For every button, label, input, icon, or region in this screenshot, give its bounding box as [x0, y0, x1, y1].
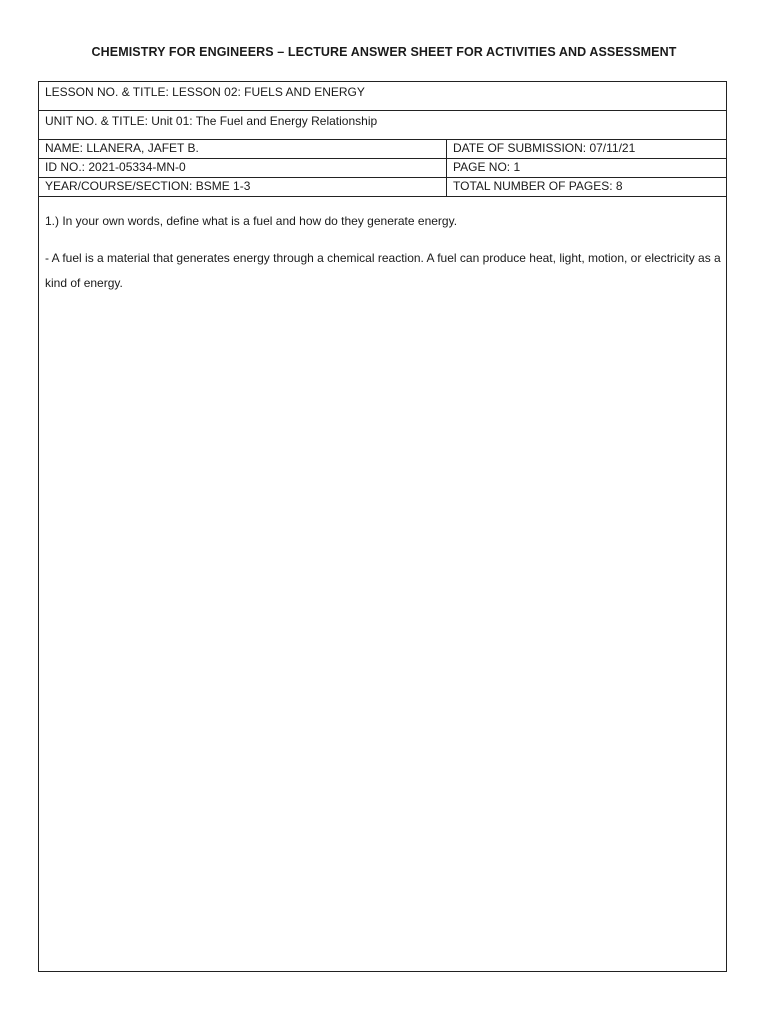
year-course-section: YEAR/COURSE/SECTION: BSME 1-3	[45, 179, 251, 193]
page-number: PAGE NO: 1	[446, 159, 726, 177]
unit-title: UNIT NO. & TITLE: Unit 01: The Fuel and Energy Relationship	[45, 114, 378, 128]
answer-text: - A fuel is a material that generates energy through a chemical reaction. A fuel can produce heat, light, motion, or electricity as a kind of energy.	[45, 251, 721, 290]
lesson-title: LESSON NO. & TITLE: LESSON 02: FUELS AND ENERGY	[45, 85, 365, 99]
answer-sheet	[38, 81, 727, 972]
date-of-submission: DATE OF SUBMISSION: 07/11/21	[446, 140, 726, 158]
total-pages: TOTAL NUMBER OF PAGES: 8	[446, 178, 726, 196]
lesson-row	[39, 82, 726, 111]
question-text: 1.) In your own words, define what is a fuel and how do they generate energy.	[45, 214, 458, 228]
id-number: ID NO.: 2021-05334-MN-0	[45, 160, 186, 174]
name-row	[39, 140, 726, 159]
student-name: NAME: LLANERA, JAFET B.	[45, 141, 199, 155]
answer-body	[39, 197, 726, 971]
document-title: CHEMISTRY FOR ENGINEERS – LECTURE ANSWER SHEET FOR ACTIVITIES AND ASSESSMENT	[91, 45, 677, 59]
unit-row	[39, 111, 726, 140]
id-row	[39, 159, 726, 178]
section-row	[39, 178, 726, 197]
